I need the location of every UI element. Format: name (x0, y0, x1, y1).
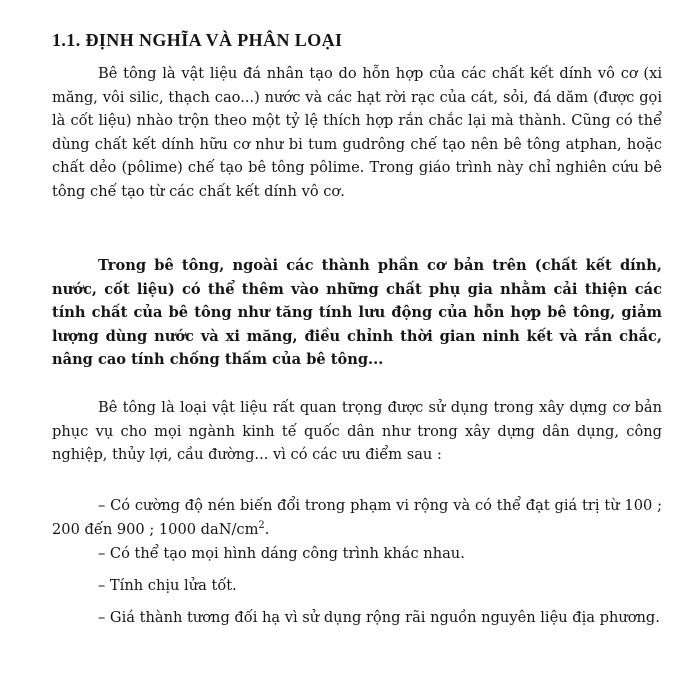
unit-superscript: 2 (258, 519, 265, 531)
advantage-fire: – Tính chịu lửa tốt. (98, 577, 237, 594)
advantage-shapes: – Có thể tạo mọi hình dáng công trình khác nhau. (98, 545, 465, 562)
advantage-strength-end: . (264, 520, 270, 538)
paragraph-importance: Bê tông là loại vật liệu rất quan trọng được sử dụng trong xây dựng cơ bản phục vụ cho mọi ngành kinh tế quốc dân như trong xây dựng dân dụng, công nghiệp, thủy lợi, cầu đường... vì có các ưu điểm sau : (52, 399, 662, 464)
section-heading: 1.1. ĐỊNH NGHĨA VÀ PHÂN LOẠI (52, 30, 343, 50)
paragraph-additives: Trong bê tông, ngoài các thành phần cơ bản trên (chất kết dính, nước, cốt liệu) có thể thêm vào những chất phụ gia nhằm cải thiện các tính chất của bê tông như tăng tính lưu động của hỗn hợp bê tông, giảm lượng dùng nước và xi măng, điều chỉnh thời gian ninh kết và rắn chắc, nâng cao tính chống thấm của bê tông... (52, 257, 662, 369)
advantage-strength-text: – Có cường độ nén biến đổi trong phạm vi rộng và có thể đạt giá trị từ 100 ; 200 đến 900 ; 1000 daN/cm (52, 497, 662, 538)
advantage-cost: – Giá thành tương đối hạ vì sử dụng rộng rãi nguồn nguyên liệu địa phương. (98, 609, 660, 626)
advantage-strength (52, 494, 662, 541)
paragraph-definition: Bê tông là vật liệu đá nhân tạo do hỗn hợp của các chất kết dính vô cơ (xi măng, vôi silic, thạch cao...) nước và các hạt rời rạc của cát, sỏi, đá dăm (được gọi là cốt liệu) nhào trộn theo một tỷ lệ thích hợp rắn chắc lại mà thành. Cũng có thể dùng chất kết dính hữu cơ như bi tum gudrông chế tạo nên bê tông atphan, hoặc chất dẻo (pôlime) chế tạo bê tông pôlime. Trong giáo trình này chỉ nghiên cứu bê tông chế tạo từ các chất kết dính vô cơ. (52, 65, 662, 200)
